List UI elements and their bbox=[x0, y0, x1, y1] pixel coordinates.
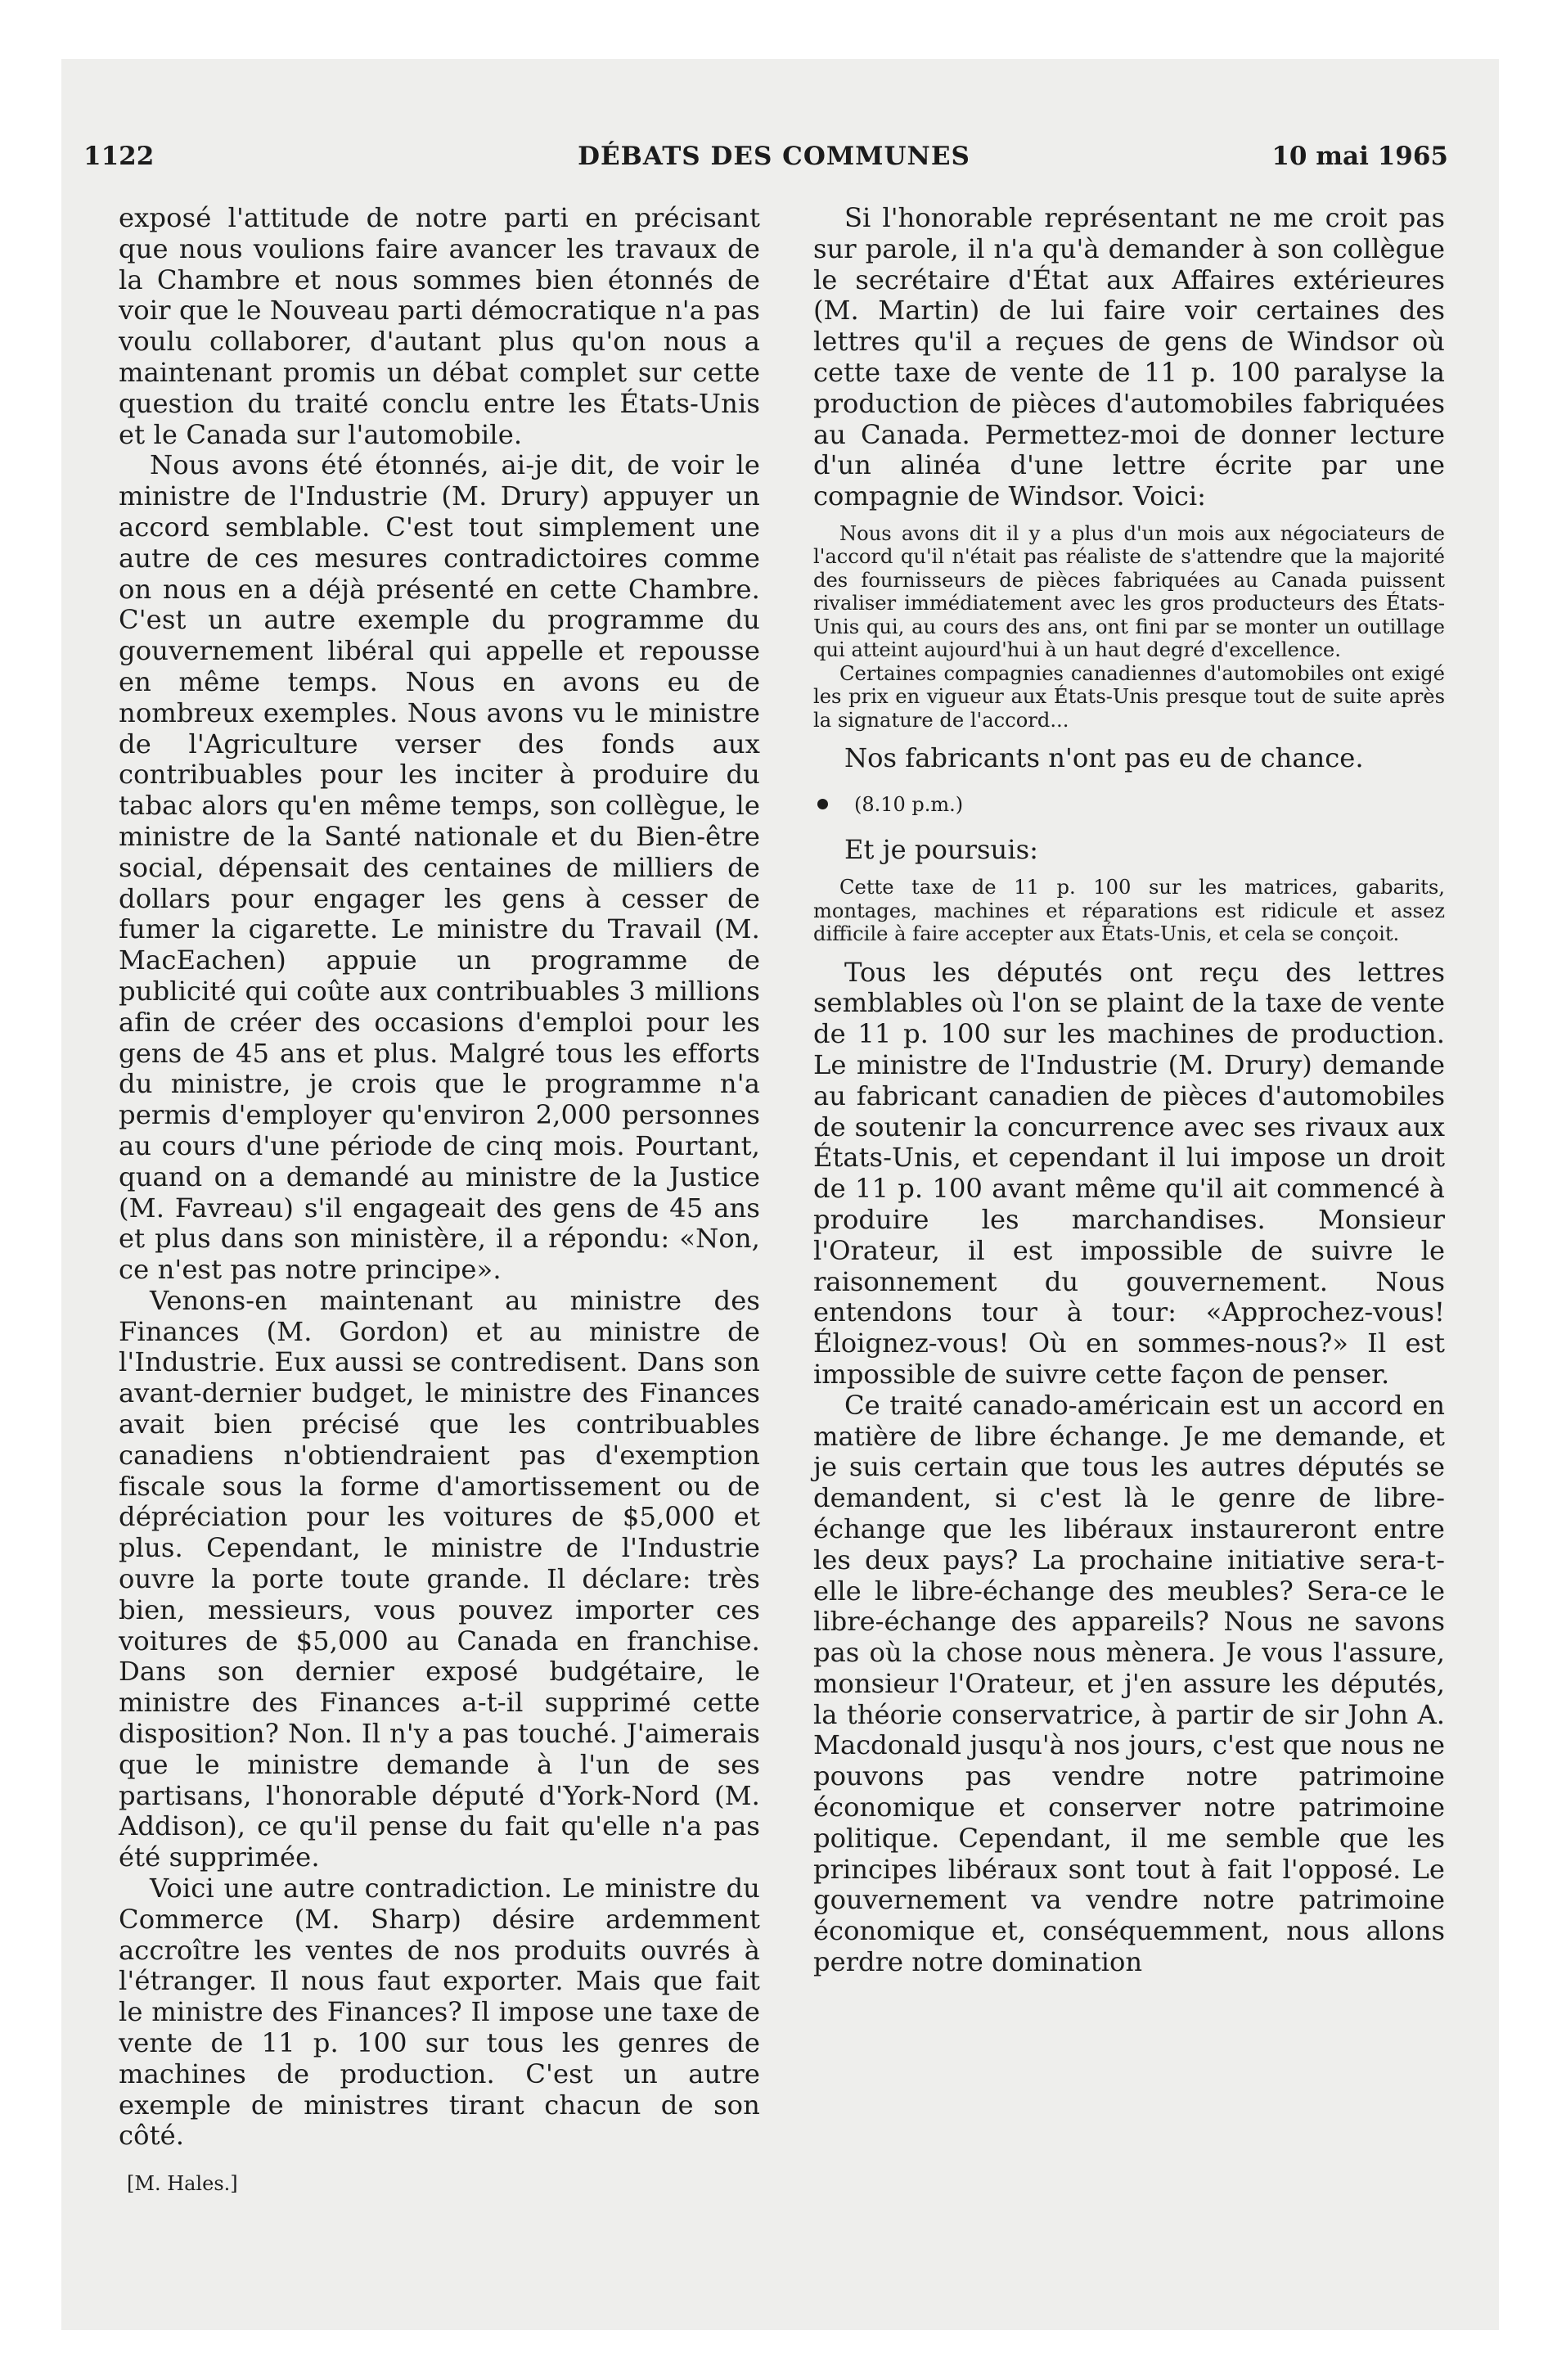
quote-paragraph: Cette taxe de 11 p. 100 sur les matrices, gabarits, montages, machines et réparations est ridicule et assez difficile à faire accepter aux États-Unis, et cela se conçoit. bbox=[813, 876, 1445, 946]
page-number: 1122 bbox=[83, 142, 155, 171]
left-column bbox=[119, 203, 760, 2196]
speaker-footer: [M. Hales.] bbox=[127, 2172, 238, 2196]
issue-date: 10 mai 1965 bbox=[1271, 142, 1448, 171]
paragraph: Venons-en maintenant au ministre des Finances (M. Gordon) et au ministre de l'Industrie. Eux aussi se contredisent. Dans son avant-dernier budget, le ministre des Finances avait bien précisé que les contribuables canadiens n'obtiendraient pas d'exemption fiscale sous la forme d'amortissement ou de dépréciation pour les voitures de $5,000 et plus. Cependant, le ministre de l'Industrie ouvre la porte toute grande. Il déclare: très bien, messieurs, vous pouvez importer ces voitures de $5,000 au Canada en franchise. Dans son dernier exposé budgétaire, le ministre des Finances a-t-il supprimé cette disposition? Non. Il n'y a pas touché. J'aimerais que le ministre demande à l'un de ses partisans, l'honorable député d'York-Nord (M. Addison), ce qu'il pense du fait qu'elle n'a pas été supprimée. bbox=[119, 1284, 760, 1873]
paragraph: Ce traité canado-américain est un accord en matière de libre échange. Je me demande, et je suis certain que tous les autres députés se demandent, si c'est là le genre de libre-échange que les libéraux instaureront entre les deux pays? La prochaine initiative sera-t-elle le libre-échange des meubles? Sera-ce le libre-échange des appareils? Nous ne savons pas où la chose nous mènera. Je vous l'assure, monsieur l'Orateur, et j'en assure les députés, la théorie conservatrice, à partir de sir John A. Macdonald jusqu'à nos jours, c'est que nous ne pouvons pas vendre notre patrimoine économique et conserver notre patrimoine politique. Cependant, il me semble que les principes libéraux sont tout à fait l'opposé. Le gouvernement va vendre notre patrimoine économique et, conséquemment, nous allons perdre notre domination bbox=[813, 1389, 1445, 1978]
right-column bbox=[813, 203, 1445, 1978]
paragraph: Et je poursuis: bbox=[844, 834, 1038, 866]
publication-title: DÉBATS DES COMMUNES bbox=[578, 142, 970, 171]
timestamp bbox=[813, 792, 1445, 817]
running-header bbox=[0, 142, 1548, 183]
paragraph: exposé l'attitude de notre parti en précisant que nous voulions faire avancer les travaux de la Chambre et nous sommes bien étonnés de voir que le Nouveau parti démocratique n'a pas voulu collaborer, d'autant plus qu'on nous a maintenant promis un débat complet sur cette question du traité conclu entre les États-Unis et le Canada sur l'automobile. bbox=[119, 202, 760, 450]
paragraph: Tous les députés ont reçu des lettres semblables où l'on se plaint de la taxe de vente de 11 p. 100 sur les machines de production. Le ministre de l'Industrie (M. Drury) demande au fabricant canadien de pièces d'automobiles de soutenir la concurrence avec ses rivaux aux États-Unis, et cependant il lui impose un droit de 11 p. 100 avant même qu'il ait commencé à produire les marchandises. Monsieur l'Orateur, il est impossible de suivre le raisonnement du gouvernement. Nous entendons tour à tour: «Approchez-vous! Éloignez-vous! Où en sommes-nous?» Il est impossible de suivre cette façon de penser. bbox=[813, 956, 1445, 1390]
paragraph: Nos fabricants n'ont pas eu de chance. bbox=[844, 742, 1364, 774]
paragraph: Voici une autre contradiction. Le ministre du Commerce (M. Sharp) désire ardemment accroître les ventes de nos produits ouvrés à l'étranger. Il nous faut exporter. Mais que fait le ministre des Finances? Il impose une taxe de vente de 11 p. 100 sur tous les genres de machines de production. C'est un autre exemple de ministres tirant chacun de son côté. bbox=[119, 1873, 760, 2152]
quote-paragraph: Certaines compagnies canadiennes d'automobiles ont exigé les prix en vigueur aux États-Unis presque tout de suite après la signature de l'accord... bbox=[813, 661, 1445, 732]
letter-quote bbox=[813, 522, 1445, 732]
timestamp-text: (8.10 p.m.) bbox=[854, 793, 964, 817]
paragraph: Si l'honorable représentant ne me croit pas sur parole, il n'a qu'à demander à son collègue le secrétaire d'État aux Affaires extérieures (M. Martin) de lui faire voir certaines des lettres qu'il a reçues de gens de Windsor où cette taxe de vente de 11 p. 100 paralyse la production de pièces d'automobiles fabriquées au Canada. Permettez-moi de donner lecture d'un alinéa d'une lettre écrite par une compagnie de Windsor. Voici: bbox=[813, 202, 1445, 512]
letter-quote bbox=[813, 876, 1445, 946]
quote-paragraph: Nous avons dit il y a plus d'un mois aux négociateurs de l'accord qu'il n'était pas réaliste de s'attendre que la majorité des fournisseurs de pièces fabriquées au Canada puissent rivaliser immédiatement avec les gros producteurs des États-Unis qui, au cours des ans, ont fini par se monter un outillage qui atteint aujourd'hui à un haut degré d'excellence. bbox=[813, 521, 1445, 662]
paragraph: Nous avons été étonnés, ai-je dit, de voir le ministre de l'Industrie (M. Drury) appuyer un accord semblable. C'est tout simplement une autre de ces mesures contradictoires comme on nous en a déjà présenté en cette Chambre. C'est un autre exemple du programme du gouvernement libéral qui appelle et repousse en même temps. Nous en avons eu de nombreux exemples. Nous avons vu le ministre de l'Agriculture verser des fonds aux contribuables pour les inciter à produire du tabac alors qu'en même temps, son collègue, le ministre de la Santé nationale et du Bien-être social, dépensait des centaines de milliers de dollars pour engager les gens à cesser de fumer la cigarette. Le ministre du Travail (M. MacEachen) appuie un programme de publicité qui coûte aux contribuables 3 millions afin de créer des occasions d'emploi pour les gens de 45 ans et plus. Malgré tous les efforts du ministre, je crois que le programme n'a permis d'employer qu'environ 2,000 personnes au cours d'une période de cinq mois. Pourtant, quand on a demandé au ministre de la Justice (M. Favreau) s'il engageait des gens de 45 ans et plus dans son ministère, il a répondu: «Non, ce n'est pas notre principe». bbox=[119, 449, 760, 1286]
bullet-dot-icon bbox=[817, 799, 828, 809]
